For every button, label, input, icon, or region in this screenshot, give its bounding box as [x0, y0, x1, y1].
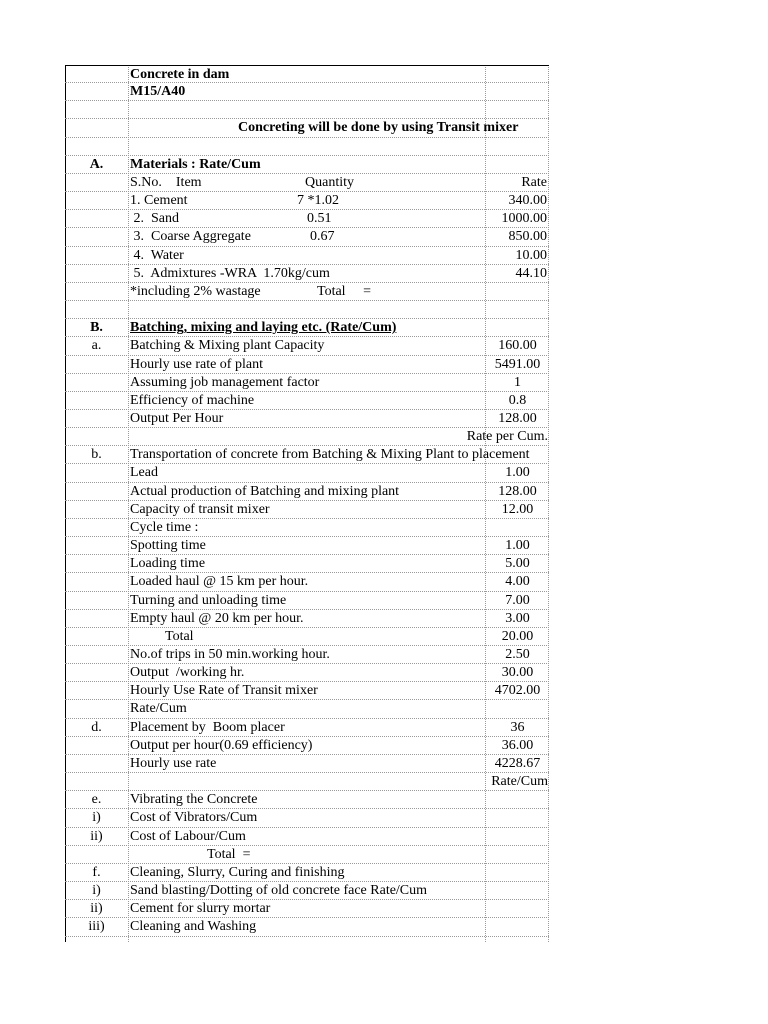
table-row — [65, 809, 549, 827]
material-rate: 1000.00 — [501, 211, 547, 227]
row-text: Cycle time : — [130, 519, 199, 535]
row-text: Hourly use rate — [130, 755, 217, 771]
table-row — [65, 101, 549, 119]
table-row — [65, 828, 549, 846]
vibrating-total-label: Total = — [207, 846, 251, 862]
row-value: 128.00 — [498, 410, 537, 426]
row-text: No.of trips in 50 min.working hour. — [130, 647, 330, 662]
row-text: Cost of Vibrators/Cum — [130, 810, 258, 826]
table-row — [65, 374, 549, 392]
row-value: 30.00 — [501, 665, 534, 681]
row-text: Placement by Boom placer — [130, 719, 285, 735]
row-value: 128.00 — [498, 483, 537, 499]
table-row — [65, 501, 549, 519]
sub-a-label: a. — [91, 338, 102, 354]
method-note: Concreting will be done by using Transit mixer — [238, 120, 519, 136]
table-row — [65, 719, 549, 737]
row-text: Cement for slurry mortar — [130, 901, 271, 917]
row-value: 7.00 — [505, 592, 530, 608]
row-value: 4228.67 — [494, 755, 541, 771]
table-row — [65, 301, 549, 319]
table-row — [65, 573, 549, 591]
section-a-heading: Materials : Rate/Cum — [130, 156, 261, 172]
placement-rate-label: Rate/Cum — [491, 774, 548, 790]
section-b-label: B. — [90, 320, 103, 336]
row-text: Sand blasting/Dotting of old concrete face Rate/Cum — [130, 883, 428, 899]
table-row — [65, 646, 549, 664]
sub-d-label: d. — [91, 719, 102, 735]
row-value: 2.50 — [505, 647, 530, 662]
row-text: Loading time — [130, 556, 206, 572]
sub-b-label: b. — [91, 447, 102, 463]
row-text: Cost of Labour/Cum — [130, 828, 246, 844]
wastage-note: *including 2% wastage — [130, 283, 261, 299]
material-name: 3. Coarse Aggregate — [130, 229, 251, 245]
table-row — [65, 174, 549, 192]
table-row — [65, 392, 549, 410]
row-text: Output per hour(0.69 efficiency) — [130, 737, 313, 753]
table-row — [65, 192, 549, 210]
table-row — [65, 628, 549, 646]
material-name: 1. Cement — [130, 193, 188, 209]
table-row — [65, 610, 549, 628]
item-label: iii) — [88, 919, 105, 935]
table-row — [65, 356, 549, 374]
table-row — [65, 156, 549, 174]
row-text: Lead — [130, 465, 158, 481]
vibrating-heading: Vibrating the Concrete — [130, 792, 258, 808]
row-value: 160.00 — [498, 338, 537, 354]
materials-total-label: Total = — [317, 283, 371, 299]
table-row — [65, 428, 549, 446]
row-text: Hourly Use Rate of Transit mixer — [130, 683, 318, 699]
row-text: Loaded haul @ 15 km per hour. — [130, 574, 309, 590]
item-label: i) — [92, 810, 101, 826]
row-text: Turning and unloading time — [130, 592, 287, 608]
row-text: Rate/Cum — [130, 701, 187, 717]
table-row — [65, 464, 549, 482]
table-row — [65, 247, 549, 265]
table-row — [65, 846, 549, 864]
row-text: Cleaning and Washing — [130, 919, 257, 935]
section-a-label: A. — [89, 156, 104, 172]
cycle-total-value: 20.00 — [501, 628, 534, 644]
row-text: Actual production of Batching and mixing plant — [130, 483, 400, 499]
cycle-total-label: Total — [165, 628, 194, 644]
material-name: 5. Admixtures -WRA 1.70kg/cum — [130, 265, 330, 281]
table-row — [65, 537, 549, 555]
sub-e-label: e. — [91, 792, 102, 808]
table-row — [65, 265, 549, 283]
table-row — [65, 228, 549, 246]
material-rate: 10.00 — [515, 247, 547, 263]
material-name: 2. Sand — [130, 211, 179, 227]
table-row — [65, 65, 549, 83]
table-row — [65, 592, 549, 610]
row-value: 36.00 — [501, 737, 534, 753]
table-row — [65, 682, 549, 700]
table-row — [65, 138, 549, 156]
table-row — [65, 791, 549, 809]
item-label: ii) — [90, 901, 103, 917]
section-b-heading: Batching, mixing and laying etc. (Rate/Cum) — [130, 320, 397, 336]
row-text: Assuming job management factor — [130, 374, 320, 390]
item-label: ii) — [90, 828, 103, 844]
material-rate: 340.00 — [508, 193, 547, 209]
row-value: 5491.00 — [494, 356, 541, 372]
sub-f-label: f. — [92, 864, 101, 880]
row-text: Capacity of transit mixer — [130, 501, 270, 517]
material-rate: 44.10 — [515, 265, 547, 281]
table-row — [65, 483, 549, 501]
table-row — [65, 519, 549, 537]
table-row — [65, 319, 549, 337]
cleaning-heading: Cleaning, Slurry, Curing and finishing — [130, 864, 345, 880]
column-header-quantity: Quantity — [305, 174, 354, 190]
row-text: Efficiency of machine — [130, 392, 255, 408]
table-row — [65, 737, 549, 755]
table-row — [65, 900, 549, 918]
table-row — [65, 210, 549, 228]
row-text: Output Per Hour — [130, 410, 224, 426]
table-row — [65, 773, 549, 791]
table-row — [65, 555, 549, 573]
table-row — [65, 410, 549, 428]
transport-heading: Transportation of concrete from Batching & Mixing Plant to placement — [130, 447, 530, 463]
row-text: Output /working hr. — [130, 665, 245, 681]
table-row — [65, 755, 549, 773]
table-row — [65, 664, 549, 682]
row-value: 4.00 — [505, 574, 530, 590]
row-value: 5.00 — [505, 556, 530, 572]
table-row — [65, 83, 549, 101]
table-row — [65, 864, 549, 882]
spreadsheet — [65, 65, 549, 937]
row-value: 1 — [514, 374, 521, 390]
table-row — [65, 918, 549, 936]
table-row — [65, 446, 549, 464]
rate-per-cum-label: Rate per Cum. — [466, 429, 548, 445]
row-value: 1.00 — [505, 465, 530, 481]
row-value: 36 — [510, 719, 525, 735]
column-header-item: S.No. Item — [130, 174, 202, 190]
row-text: Batching & Mixing plant Capacity — [130, 338, 325, 354]
row-value: 0.8 — [508, 392, 527, 408]
row-value: 12.00 — [501, 501, 534, 517]
table-row — [65, 283, 549, 301]
table-row — [65, 119, 549, 137]
row-text: Spotting time — [130, 538, 206, 554]
table-row — [65, 337, 549, 355]
column-header-rate: Rate — [521, 174, 547, 190]
material-rate: 850.00 — [508, 229, 547, 245]
table-row — [65, 700, 549, 718]
row-text: Hourly use rate of plant — [130, 356, 263, 372]
concrete-grade: M15/A40 — [130, 84, 186, 100]
row-value: 4702.00 — [494, 683, 541, 699]
document-title: Concrete in dam — [130, 67, 230, 82]
material-quantity: 0.67 — [310, 229, 335, 245]
row-value: 3.00 — [505, 610, 530, 626]
material-quantity: 7 *1.02 — [297, 193, 339, 209]
material-quantity: 0.51 — [307, 211, 332, 227]
row-value: 1.00 — [505, 538, 530, 554]
item-label: i) — [92, 883, 101, 899]
row-text: Empty haul @ 20 km per hour. — [130, 610, 304, 626]
table-row — [65, 882, 549, 900]
material-name: 4. Water — [130, 247, 184, 263]
